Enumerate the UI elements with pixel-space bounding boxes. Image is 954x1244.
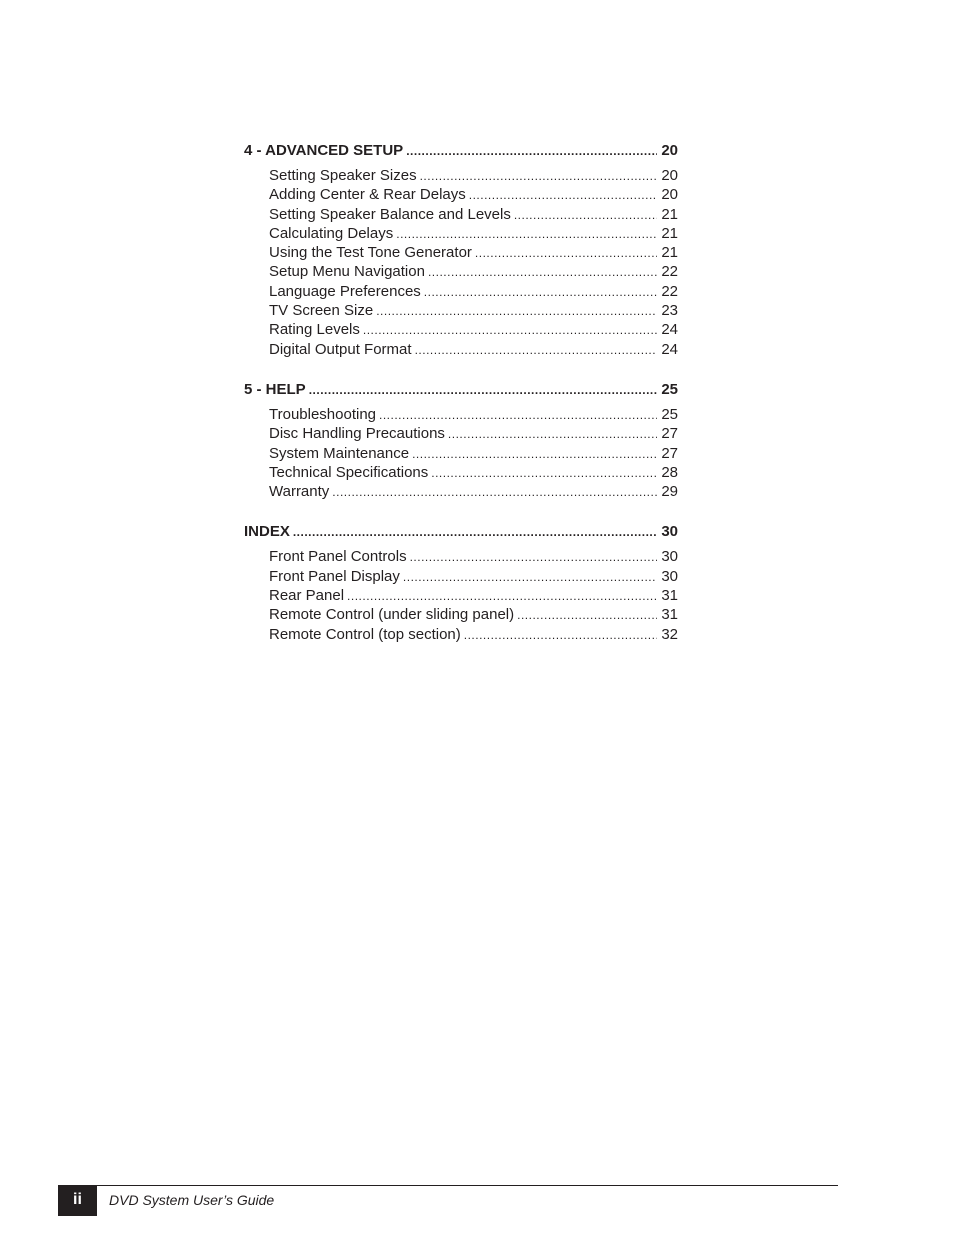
toc-page-number: 27 <box>661 425 678 443</box>
toc-page-number: 28 <box>661 463 678 481</box>
toc-entry[interactable] <box>244 424 678 443</box>
toc-entry[interactable] <box>244 567 678 586</box>
toc-entry[interactable] <box>244 340 678 359</box>
dot-leader <box>396 225 657 244</box>
toc-heading-title: 5 - HELP <box>244 380 306 398</box>
toc-section-index <box>244 522 678 643</box>
dot-leader <box>514 206 657 225</box>
table-of-contents <box>244 141 678 665</box>
toc-entry-title: Disc Handling Precautions <box>269 425 445 443</box>
toc-page-number: 21 <box>661 224 678 242</box>
toc-heading-title: 4 - ADVANCED SETUP <box>244 142 404 159</box>
toc-page-number: 22 <box>661 282 678 300</box>
toc-page-number: 32 <box>661 625 678 643</box>
toc-entry-title: Rating Levels <box>269 321 360 339</box>
toc-page-number: 23 <box>661 302 678 320</box>
toc-page-number: 22 <box>661 263 678 281</box>
dot-leader <box>517 606 657 625</box>
toc-entry-title: System Maintenance <box>269 444 410 462</box>
dot-leader <box>469 186 657 205</box>
toc-section-heading[interactable] <box>244 141 678 161</box>
toc-entry-title: Calculating Delays <box>269 224 394 242</box>
toc-page-number: 27 <box>661 444 678 462</box>
toc-entry-title: Digital Output Format <box>269 340 412 358</box>
toc-heading-title: INDEX <box>244 523 290 541</box>
dot-leader <box>406 141 657 161</box>
toc-page-number: 29 <box>661 483 678 501</box>
footer-page-number: ii <box>58 1186 97 1216</box>
dot-leader <box>464 626 657 645</box>
toc-entry-title: Adding Center & Rear Delays <box>269 186 466 204</box>
toc-page-number: 31 <box>661 587 678 605</box>
dot-leader <box>403 568 657 587</box>
toc-page-number: 30 <box>661 548 678 566</box>
dot-leader <box>379 406 657 425</box>
dot-leader <box>415 341 657 360</box>
toc-entry[interactable] <box>244 586 678 605</box>
toc-entry[interactable] <box>244 166 678 185</box>
footer-document-title: DVD System User’s Guide <box>109 1192 275 1208</box>
toc-entry-title: TV Screen Size <box>269 302 374 320</box>
toc-entry[interactable] <box>244 185 678 204</box>
toc-entry[interactable] <box>244 444 678 463</box>
toc-section-heading[interactable] <box>244 380 678 400</box>
toc-entry-title: Setting Speaker Sizes <box>269 167 417 184</box>
toc-section-heading[interactable] <box>244 522 678 542</box>
toc-page-number: 25 <box>661 380 678 398</box>
toc-entry[interactable] <box>244 282 678 301</box>
toc-entry[interactable] <box>244 482 678 501</box>
dot-leader <box>309 380 657 400</box>
toc-page-number: 30 <box>661 567 678 585</box>
toc-page-number: 20 <box>661 167 678 184</box>
toc-entry-title: Remote Control (top section) <box>269 625 461 643</box>
dot-leader <box>293 522 657 542</box>
toc-entry[interactable] <box>244 205 678 224</box>
dot-leader <box>475 244 657 263</box>
toc-entry-title: Setup Menu Navigation <box>269 263 425 281</box>
toc-entry[interactable] <box>244 625 678 644</box>
toc-entry[interactable] <box>244 243 678 262</box>
toc-entry-title: Remote Control (under sliding panel) <box>269 606 515 624</box>
dot-leader <box>332 483 657 502</box>
toc-page-number: 25 <box>661 405 678 423</box>
toc-entry[interactable] <box>244 301 678 320</box>
dot-leader <box>347 587 657 606</box>
toc-page-number: 21 <box>661 244 678 262</box>
toc-entry-title: Warranty <box>269 483 330 501</box>
dot-leader <box>424 283 657 302</box>
dot-leader <box>420 167 657 186</box>
dot-leader <box>376 302 657 321</box>
toc-entry-title: Troubleshooting <box>269 405 377 423</box>
toc-page-number: 30 <box>661 523 678 541</box>
dot-leader <box>363 321 657 340</box>
toc-page-number: 20 <box>661 142 678 159</box>
toc-entry[interactable] <box>244 605 678 624</box>
toc-entry[interactable] <box>244 262 678 281</box>
dot-leader <box>410 548 657 567</box>
toc-page-number: 20 <box>661 186 678 204</box>
toc-page-number: 21 <box>661 205 678 223</box>
toc-section-advanced-setup <box>244 141 678 359</box>
toc-entry-title: Technical Specifications <box>269 463 429 481</box>
toc-entry-title: Language Preferences <box>269 282 421 300</box>
toc-section-help <box>244 380 678 501</box>
toc-entry-title: Front Panel Display <box>269 567 400 585</box>
toc-page-number: 31 <box>661 606 678 624</box>
toc-page-number: 24 <box>661 340 678 358</box>
toc-entry-title: Rear Panel <box>269 587 345 605</box>
dot-leader <box>428 263 657 282</box>
dot-leader <box>448 425 657 444</box>
dot-leader <box>412 445 657 464</box>
toc-entry[interactable] <box>244 547 678 566</box>
toc-entry[interactable] <box>244 463 678 482</box>
toc-entry-title: Setting Speaker Balance and Levels <box>269 205 511 223</box>
toc-entry[interactable] <box>244 224 678 243</box>
footer-rule <box>58 1185 838 1186</box>
toc-entry-title: Using the Test Tone Generator <box>269 244 472 262</box>
dot-leader <box>431 464 657 483</box>
toc-entry-title: Front Panel Controls <box>269 548 407 566</box>
toc-entry[interactable] <box>244 405 678 424</box>
toc-page-number: 24 <box>661 321 678 339</box>
toc-entry[interactable] <box>244 320 678 339</box>
